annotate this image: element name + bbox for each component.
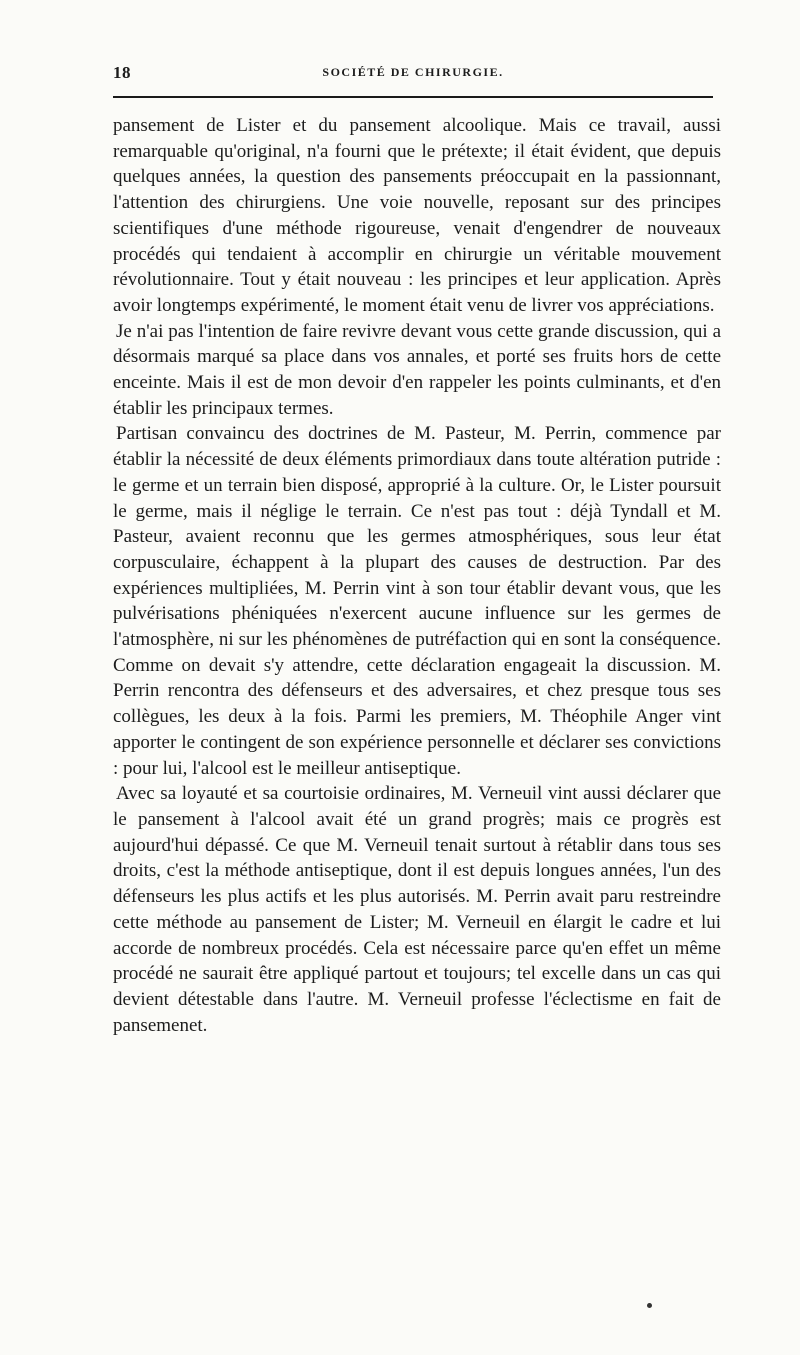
paragraph-1: pansement de Lister et du pansement alcoolique. Mais ce travail, aussi remarquable qu'original, n'a fourni que le prétexte; il était évident, que depuis quelques années, la question des pansements préoccupait en la passionnant, l'attention des chirurgiens. Une voie nouvelle, reposant sur des principes scientifiques d'une méthode rigoureuse, venait d'engendrer de nouveaux procédés qui tendaient à accomplir en chirurgie un véritable mouvement révolutionnaire. Tout y était nouveau : les principes et leur application. Après avoir longtemps expérimenté, le moment était venu de livrer vos appréciations. <box>113 115 721 316</box>
running-head <box>113 63 713 85</box>
body-text <box>113 113 721 1038</box>
running-title: SOCIÉTÉ DE CHIRURGIE. <box>322 65 504 79</box>
paragraph-3: Partisan convaincu des doctrines de M. Pasteur, M. Perrin, commence par établir la nécessité de deux éléments primordiaux dans toute altération putride : le germe et un terrain bien disposé, approprié à la culture. Or, le Lister poursuit le germe, mais il néglige le terrain. Ce n'est pas tout : déjà Tyndall et M. Pasteur, avaient reconnu que les germes atmosphériques, sous leur état corpusculaire, échappent à la plupart des causes de destruction. Par des expériences multipliées, M. Perrin vint à son tour établir devant vous, que les pulvérisations phéniquées n'exercent aucune influence sur les germes de l'atmosphère, ni sur les phénomènes de putréfaction qui en sont la conséquence. Comme on devait s'y attendre, cette déclaration engageait la discussion. M. Perrin rencontra des défenseurs et des adversaires, et chez presque tous ses collègues, les deux à la fois. Parmi les premiers, M. Théophile Anger vint apporter le contingent de son expérience personnelle et déclarer ses convictions : pour lui, l'alcool est le meilleur antiseptique. <box>113 423 721 779</box>
page-number: 18 <box>113 63 131 82</box>
header-rule <box>113 96 713 98</box>
paragraph-2: Je n'ai pas l'intention de faire revivre devant vous cette grande discussion, qui a désormais marqué sa place dans vos annales, et porté ses fruits hors de cette enceinte. Mais il est de mon devoir d'en rappeler les points culminants, et d'en établir les principaux termes. <box>113 320 721 419</box>
paragraph-4: Avec sa loyauté et sa courtoisie ordinaires, M. Verneuil vint aussi déclarer que le pansement à l'alcool avait été un grand progrès; mais ce progrès est aujourd'hui dépassé. Ce que M. Verneuil tenait surtout à rétablir dans tous ses droits, c'est la méthode antiseptique, dont il est depuis longues années, l'un des défenseurs les plus actifs et les plus autorisés. M. Perrin avait paru restreindre cette méthode au pansement de Lister; M. Verneuil en élargit le cadre et lui accorde de nombreux procédés. Cela est nécessaire parce qu'en effet un même procédé ne saurait être appliqué partout et toujours; tel excelle dans un cas qui devient détestable dans l'autre. M. Verneuil professe l'éclectisme en fait de pansemenet. <box>113 783 721 1036</box>
ink-speck <box>647 1303 652 1308</box>
